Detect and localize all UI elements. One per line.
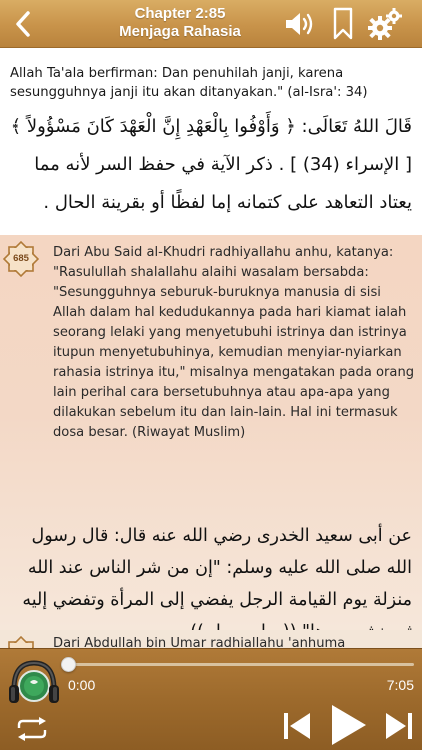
chevron-left-icon	[14, 10, 32, 38]
repeat-button[interactable]	[14, 715, 50, 743]
next-hadith-translation: Dari Abdullah bin Umar radhiallahu 'anhuma	[53, 636, 346, 648]
header-titles	[90, 5, 270, 41]
skip-previous-icon	[282, 709, 312, 743]
hadith-translation: Dari Abu Said al-Khudri radhiyallahu anhu, katanya: "Rasulullah shalallahu alaihi wasalam bersabda: "Sesungguhnya seburuk-buruknya manusia di sisi Allah dalam hal kedudukannya pada hari kiamat ialah seorang lelaki yang menyetubuhi istrinya dan istrinya itupun menyetubuhinya, kemudian menyiar-nyiarkan rahasia istrinya itu," misalnya mengatakan pada orang lain perihal cara bersetubuhnya atau apa-apa yang dilakukan sebelum itu dan lain-lain. Hal ini termasuk dosa besar. (Riwayat Muslim)	[53, 245, 415, 440]
bookmark-button[interactable]	[328, 4, 358, 44]
speaker-icon	[283, 9, 317, 39]
hadith-number: 685	[13, 253, 29, 264]
back-button[interactable]	[2, 0, 44, 48]
gear-icon	[365, 6, 405, 42]
speaker-button[interactable]	[280, 4, 320, 44]
headphones-icon	[6, 655, 62, 711]
hadith-number-badge	[3, 636, 39, 648]
bookmark-icon	[332, 7, 354, 41]
intro-arabic-text: قَالَ اللهُ تَعَالَى: ﴿ وَأَوْفُوا بِالْعَهْدِ إِنَّ الْعَهْدَ كَانَ مَسْؤُولاً ﴾ [ الإسراء (34) ] . ذكر الآية في حفظ السر لأنه مما يعتاد التعاهد على كتمانه إما لفظًا أو بقرينة الحال .	[10, 116, 412, 213]
hadith-card[interactable]	[0, 235, 422, 630]
total-time: 7:05	[386, 677, 414, 693]
repeat-icon	[15, 716, 49, 742]
hadith-number-badge	[3, 241, 39, 277]
progress-slider[interactable]	[68, 663, 414, 666]
play-icon	[328, 703, 368, 747]
previous-button[interactable]	[282, 709, 312, 743]
top-bar	[0, 0, 422, 48]
content-area[interactable]	[0, 48, 422, 648]
current-time: 0:00	[68, 677, 96, 693]
intro-translation: Allah Ta'ala berfirman: Dan penuhilah janji, karena sesungguhnya janji itu akan ditanyakan." (al-Isra': 34)	[10, 66, 368, 100]
octagon-star-icon	[3, 636, 39, 648]
play-button[interactable]	[328, 703, 368, 747]
page-title: Menjaga Rahasia	[119, 23, 241, 40]
skip-next-icon	[384, 709, 414, 743]
album-art	[6, 655, 62, 711]
settings-button[interactable]	[364, 4, 406, 44]
audio-player	[0, 648, 422, 750]
chapter-intro	[0, 48, 422, 235]
hadith-arabic-text: عن أبى سعيد الخدرى رضي الله عنه قال: قال رسول الله صلى الله عليه وسلم: "إن من شر الناس عند الله منزلة يوم القيامة الرجل يفضي إلى المرأة وتفضي إليه	[22, 526, 412, 610]
next-button[interactable]	[384, 709, 414, 743]
hadith-card-next[interactable]	[0, 630, 422, 648]
progress-thumb[interactable]	[61, 657, 76, 672]
chapter-label: Chapter 2:85	[134, 5, 226, 22]
